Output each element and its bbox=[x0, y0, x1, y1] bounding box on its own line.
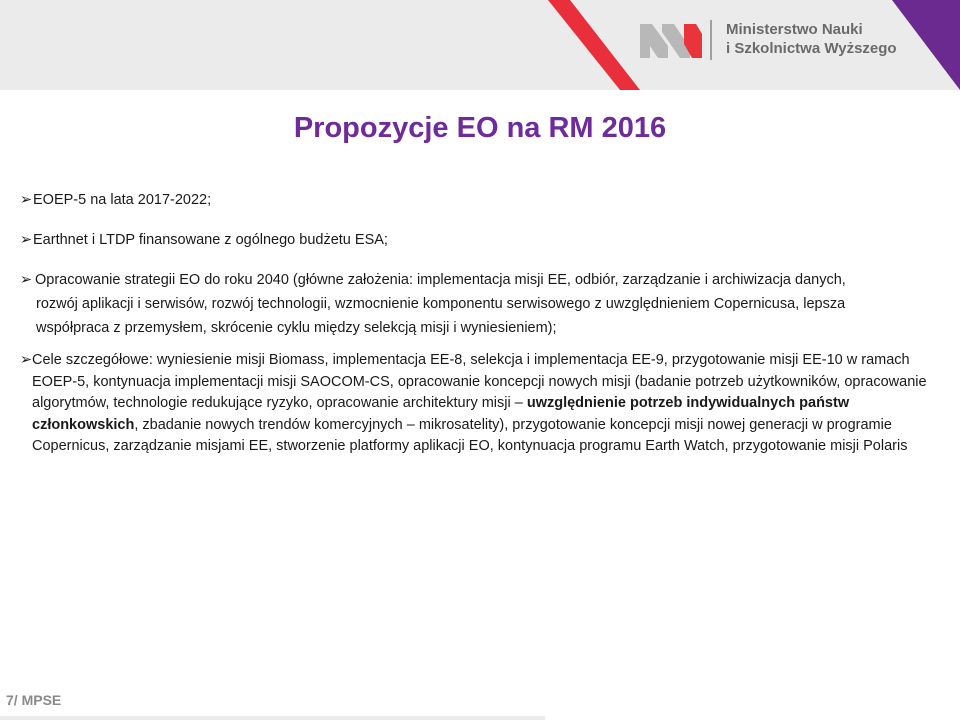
bullet-text-line3: współpraca z przemysłem, skrócenie cyklu między selekcją misji i wyniesieniem); bbox=[36, 320, 557, 336]
bullet-arrow-icon: ➢ bbox=[20, 352, 33, 368]
bullet-text-part2: , zbadanie nowych trendów komercyjnych – mikrosatelity), przygotowanie koncepcji misji nowej generacji w programie Copernicus, zarządzanie misjami EE, stworzenie platformy aplikacji EO, kontynuacja programu Earth Watch, przygotowanie misji Polaris bbox=[32, 416, 908, 454]
bullet-text-line1: Opracowanie strategii EO do roku 2040 (główne założenia: implementacja misji EE, odbiór, zarządzanie i archiwizacja danych, bbox=[35, 272, 846, 288]
bullet-item-strategy bbox=[20, 268, 956, 340]
ministry-logo bbox=[640, 18, 897, 64]
bullet-arrow-icon: ➢ bbox=[20, 272, 33, 288]
bullet-item-objectives bbox=[20, 350, 956, 458]
ministry-name-line2: i Szkolnictwa Wyższego bbox=[726, 40, 897, 57]
bullet-text-part1: Cele szczegółowe: wyniesienie misji Biomass, implementacja EE-8, selekcja i implementacja EE-9, przygotowanie misji EE-10 w ramach EOEP-5, kontynuacja implementacji misji SAOCOM-CS, opracowanie koncepcji nowych misji (badanie potrzeb użytkowników, opracowanie algorytmów, technologie redukujące ryzyko, opracowanie architektury misji – bbox=[32, 352, 927, 411]
mnisw-logo-mark-icon bbox=[640, 24, 702, 58]
bullet-item-eoep5 bbox=[20, 188, 956, 212]
logo-divider bbox=[710, 20, 712, 60]
ministry-name-line1: Ministerstwo Nauki bbox=[726, 21, 863, 38]
slide-title: Propozycje EO na RM 2016 bbox=[293, 112, 667, 144]
bullet-text-line2: rozwój aplikacji i serwisów, rozwój technologii, wzmocnienie komponentu serwisowego z uwzględnieniem Copernicusa, lepsza bbox=[36, 296, 846, 312]
bullet-arrow-icon: ➢ bbox=[20, 192, 33, 208]
bullet-arrow-icon: ➢ bbox=[20, 232, 33, 248]
red-ribbon-shape bbox=[540, 0, 640, 90]
bullet-list bbox=[20, 188, 956, 458]
ministry-name bbox=[726, 20, 897, 58]
header-band bbox=[0, 0, 960, 90]
bullet-text: Earthnet i LTDP finansowane z ogólnego budżetu ESA; bbox=[33, 232, 388, 248]
footer-bar bbox=[0, 716, 545, 720]
bullet-text: EOEP-5 na lata 2017-2022; bbox=[33, 192, 212, 208]
bullet-item-earthnet bbox=[20, 228, 956, 252]
page-number: 7/ MPSE bbox=[6, 692, 62, 708]
left-corner-shape bbox=[0, 0, 560, 90]
bullet-text-bold: uwzględnienie potrzeb indywidualnych państw członkowskich bbox=[32, 395, 850, 433]
